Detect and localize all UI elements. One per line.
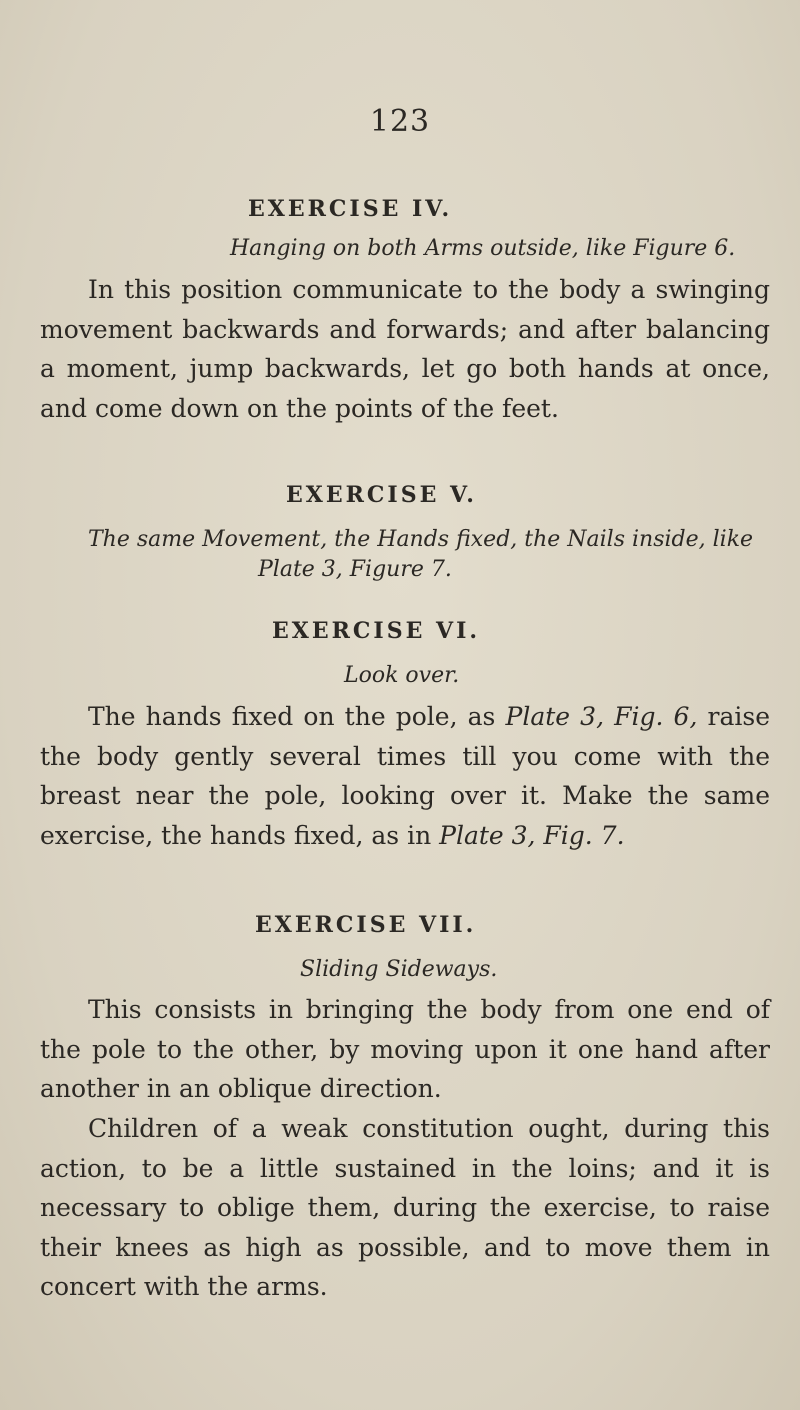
- page-number: 123: [369, 104, 431, 139]
- exercise-5-subtitle-line2: Plate 3, Figure 7.: [258, 557, 452, 582]
- exercise-6-plate-reference-1: Plate 3, Fig. 6,: [505, 702, 698, 731]
- exercise-7-heading: EXERCISE VII.: [255, 912, 477, 938]
- exercise-4-body: In this position communicate to the body a swinging movement backwards and forwards; and after balancing a moment, jump backwards, let go both hands at once, and come down on the points of the feet.: [40, 275, 770, 423]
- exercise-6-body: [40, 697, 770, 855]
- exercise-6-body-intro: The hands fixed on the pole, as: [88, 702, 506, 731]
- exercise-7-body-paragraph-1: This consists in bringing the body from one end of the pole to the other, by moving upon it one hand after another in an oblique direction.: [40, 995, 770, 1103]
- exercise-6-body-middle: raise the body gently several times till you come with the breast near the pole, looking over it. Make the same exercise, the hands fixed, as in: [40, 702, 770, 850]
- exercise-6-heading: EXERCISE VI.: [272, 618, 481, 644]
- exercise-4-subtitle: Hanging on both Arms outside, like Figure 6.: [230, 236, 736, 261]
- exercise-5-subtitle-line1: The same Movement, the Hands fixed, the Nails inside, like: [88, 527, 754, 552]
- exercise-6-plate-reference-2: Plate 3, Fig. 7.: [439, 820, 625, 850]
- exercise-5-heading: EXERCISE V.: [286, 482, 477, 508]
- exercise-7-subtitle: Sliding Sideways.: [300, 957, 498, 982]
- exercise-6-subtitle: Look over.: [344, 663, 460, 688]
- exercise-7-body-paragraph-2: Children of a weak constitution ought, during this action, to be a little sustained in the loins; and it is necessary to oblige them, during the exercise, to raise their knees as high as possible, and to move them in concert with the arms.: [40, 1114, 770, 1301]
- exercise-4-heading: EXERCISE IV.: [248, 196, 453, 222]
